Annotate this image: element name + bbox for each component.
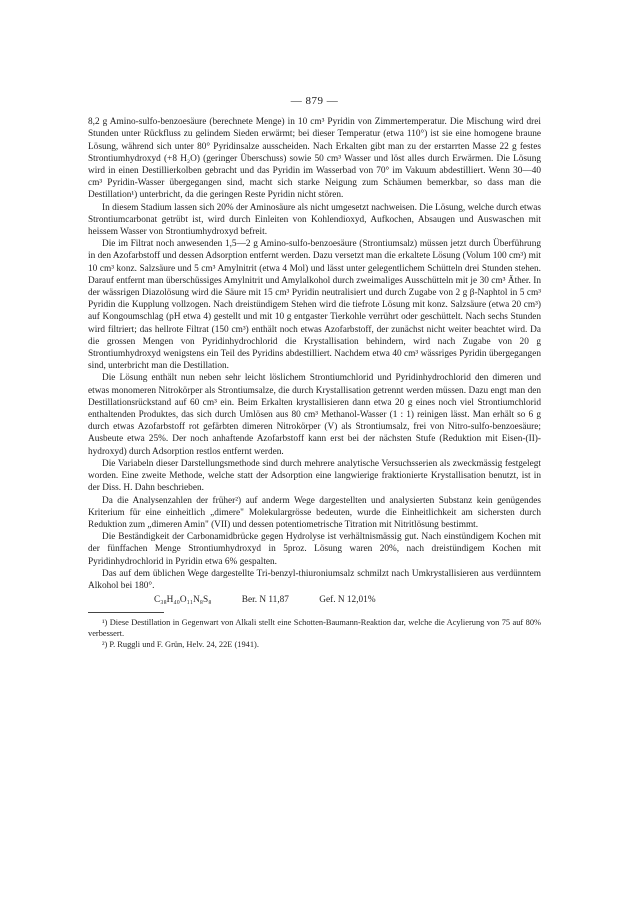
molecular-formula: C₃₈H₄₀O₁₁N₈S₈ [154, 595, 212, 606]
paragraph-5: Die Variabeln dieser Darstellungsmethode sind durch mehrere analytische Versuchsserien als zweckmässig festgelegt worden. Eine zweite Methode, welche statt der Adsorption eine langwierige fraktionierte Krystallisation benutzt, ist in der Diss. H. Dahn beschrieben. [88, 458, 541, 494]
paragraph-8: Das auf dem üblichen Wege dargestellte Tri-benzyl-thiuroniumsalz schmilzt nach Umkrystallisieren aus verdünntem Alkohol bei 180°. [88, 568, 541, 591]
page-number: — 879 — [290, 95, 339, 107]
found-value: Gef. N 12,01% [319, 595, 376, 606]
analysis-line [88, 594, 541, 606]
paragraph-6: Da die Analysenzahlen der früher²) auf anderm Wege dargestellten und analysierten Substanz kein genügendes Kriterium für eine einheitlich „dimere" Molekulargrösse bedeuten, wurde die Einheitlichkeit am sichersten durch Reduktion zum „dimeren Amin" (VII) und dessen potentiometrische Titration mit Nitritlösung bestimmt. [88, 495, 541, 530]
document-page [88, 95, 541, 650]
footnote-1: ¹) Diese Destillation in Gegenwart von Alkali stellt eine Schotten-Baumann-Reaktion dar, welche die Acylierung von 75 auf 80% verbessert. [88, 618, 541, 639]
paragraph-3: Die im Filtrat noch anwesenden 1,5—2 g Amino-sulfo-benzoesäure (Strontiumsalz) müssen jetzt durch Überführung in den Azofarbstoff und dessen Adsorption entfernt werden. Dazu versetzt man die erkaltete Lösung (Volum 100 cm³) mit 10 cm³ konz. Salzsäure und 5 cm³ Amylnitrit (etwa 4 Mol) und lässt unter gelegentlichem Schütteln drei Stunden stehen. Darauf entfernt man überschüssiges Amylnitrit und Amylalkohol durch zweimaliges Ausschütteln mit je 30 cm³ Äther. In der wässrigen Diazolösung wird die Säure mit 15 cm³ Pyridin neutralisiert und durch Zugabe von 2 g β-Naphtol in 5 cm³ Pyridin die Kupplung vollzogen. Nach dreistündigem Stehen wird die tiefrote Lösung mit konz. Salzsäure (etwa 20 cm³) auf Kongoumschlag (pH etwa 4) gestellt und mit 10 g entgaster Tierkohle verrührt oder geschüttelt. Nach sechs Stunden wird filtriert; das hellrote Filtrat (150 cm³) enthält noch etwas Azofarbstoff, der zunächst nicht weiter beachtet wird. Da die grossen Mengen von Pyridinhydrochlorid die Krystallisation behindern, wird nach Zugabe von 20 g Strontiumhydroxyd wenigstens ein Teil des Pyridins abdestilliert. Nachdem etwa 40 cm³ wässriges Pyridin übergegangen sind, unterbricht man die Destillation. [88, 239, 541, 372]
paragraph-1: 8,2 g Amino-sulfo-benzoesäure (berechnete Menge) in 10 cm³ Pyridin von Zimmertemperatur. Die Mischung wird drei Stunden unter Rückfluss zu gelindem Sieden erwärmt; bei dieser Temperatur (etwa 110°) ist sie eine homogene braune Lösung, während sich unter 80° Pyridinsalze ausscheiden. Nach Erkalten gibt man zu der erstarrten Masse 22 g festes Strontiumhydroxyd (+8 H₂O) (geringer Überschuss) sowie 50 cm³ Wasser und löst alles durch Erwärmen. Die Lösung wird in einen Destillierkolben gebracht und das Pyridin im Wasserbad von 70° im Vakuum abdestilliert. Wenn 30—40 cm³ Pyridin-Wasser übergegangen sind, macht sich starke Neigung zum Schäumen bemerkbar, so dass man die Destillation¹) unterbricht, da die geringen Reste Pyridin nicht stören. [88, 117, 541, 201]
calculated-value: Ber. N 11,87 [241, 595, 289, 606]
paragraph-4: Die Lösung enthält nun neben sehr leicht löslichem Strontiumchlorid und Pyridinhydrochlorid den dimeren und etwas monomeren Nitrokörper als Strontiumsalze, die durch Krystallisation getrennt werden müssen. Dazu engt man den Destillationsrückstand auf 60 cm³ ein. Beim Erkalten krystallisieren dann etwa 20 g eines noch viel Strontiumchlorid enthaltenden Produktes, das sich durch Umlösen aus 80 cm³ Methanol-Wasser (1 : 1) reinigen lässt. Man erhält so 6 g durch etwas Azofarbstoff rot gefärbten dimeren Nitrokörper (V) als Strontiumsalz, frei von Nitro-sulfo-benzoesäure; Ausbeute etwa 25%. Der noch anhaftende Azofarbstoff kann erst bei der nächsten Stufe (Reduktion mit Eisen-(II)-hydroxyd) durch Adsorption restlos entfernt werden. [88, 373, 541, 457]
paragraph-2: In diesem Stadium lassen sich 20% der Aminosäure als nicht umgesetzt nachweisen. Die Lösung, welche durch etwas Strontiumcarbonat getrübt ist, wird durch Einleiten von Kohlendioxyd, Aufkochen, Absaugen und Auswaschen mit heissem Wasser von Strontiumhydroxyd befreit. [88, 202, 541, 238]
footnote-divider [88, 612, 164, 613]
footnote-2: ²) P. Ruggli und F. Grün, Helv. 24, 22E (1941). [102, 640, 259, 650]
paragraph-7: Die Beständigkeit der Carbonamidbrücke gegen Hydrolyse ist verhältnismässig gut. Nach einstündigem Kochen mit der fünffachen Menge Strontiumhydroxyd in 5proz. Lösung waren 20%, nach dreistündigem Kochen mit Pyridinhydrochlorid in Pyridin etwa 6% gespalten. [88, 532, 541, 567]
